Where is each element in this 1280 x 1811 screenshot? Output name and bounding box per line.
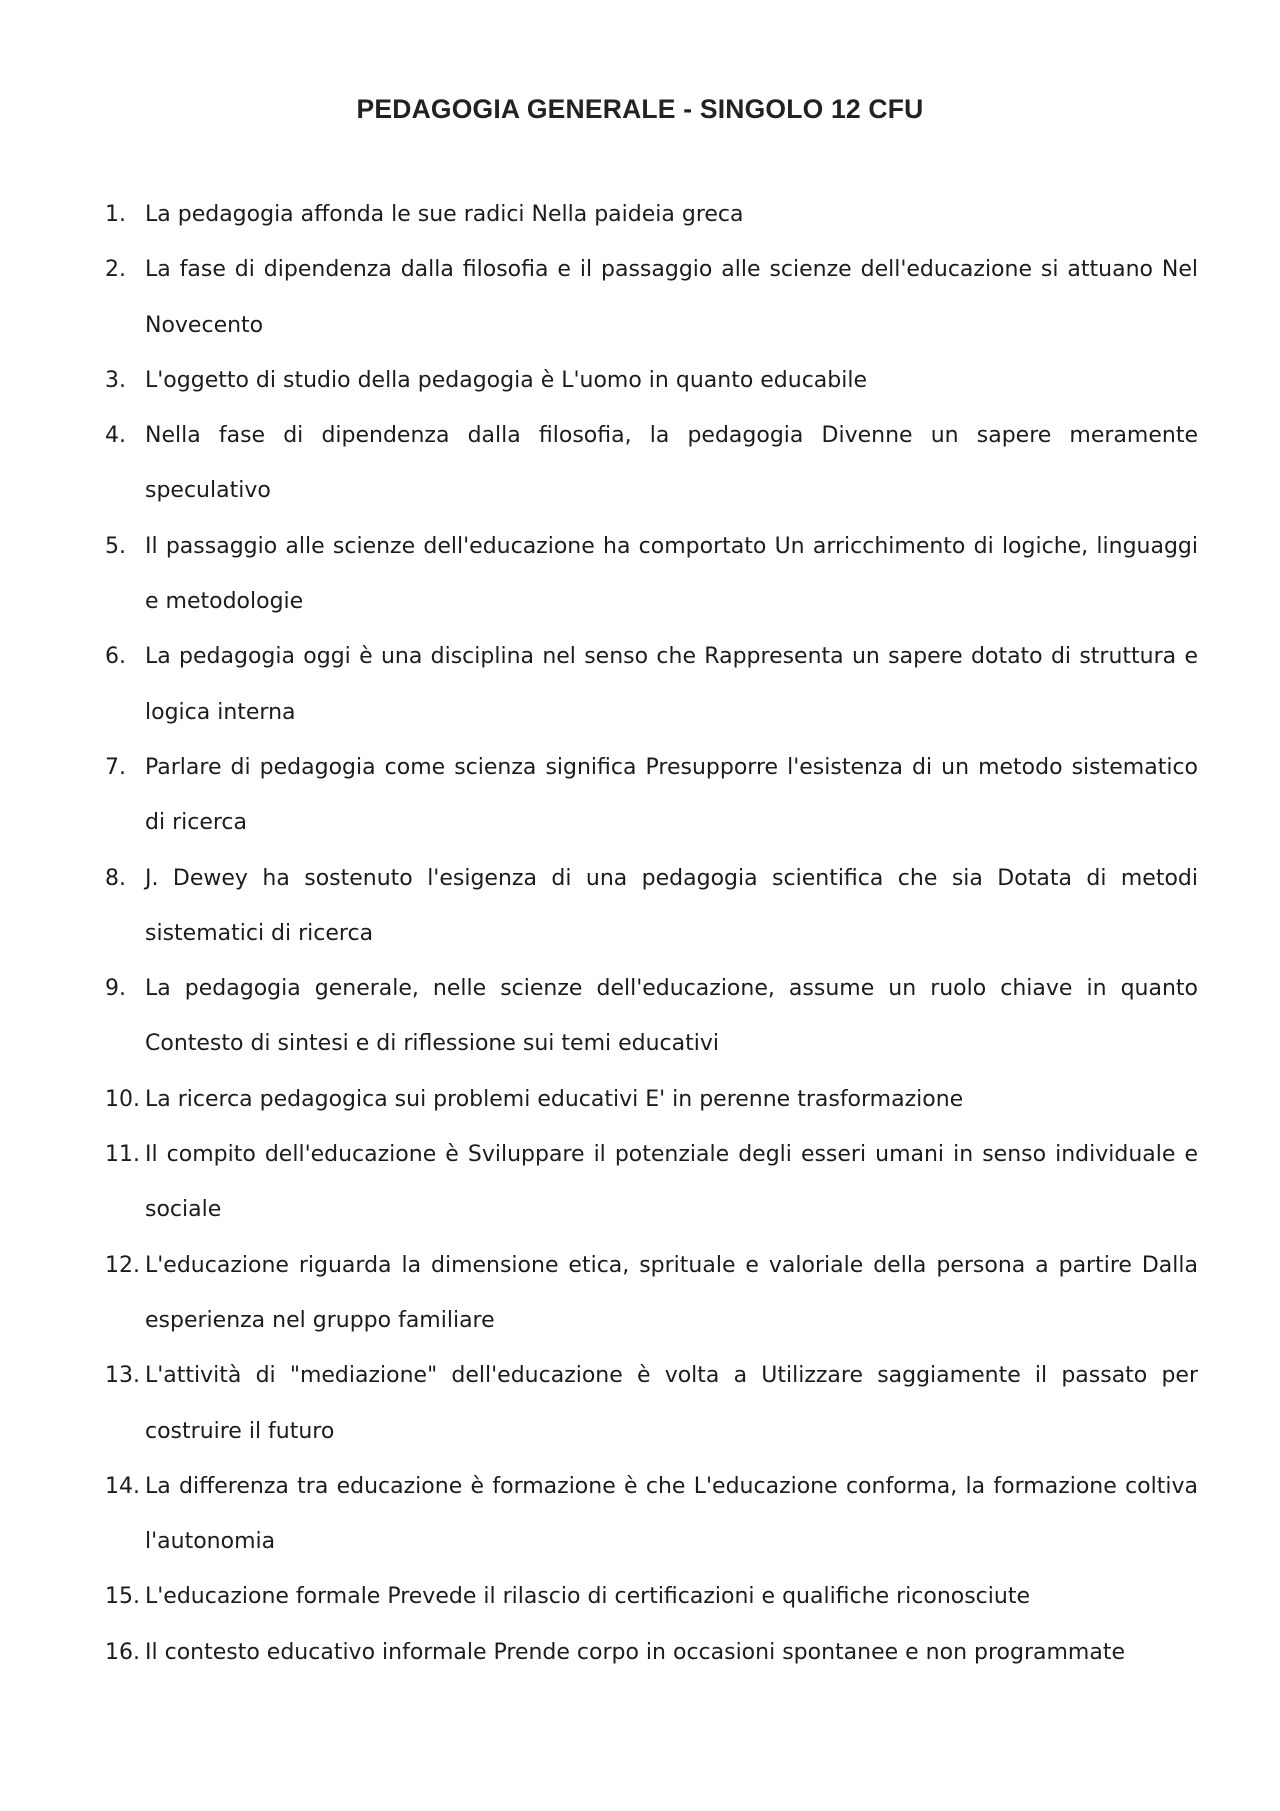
list-item-text: La pedagogia generale, nelle scienze dell'educazione, assume un ruolo chiave in quanto Contesto di sintesi e di riflessione sui temi educativi xyxy=(145,976,1198,1057)
list-item-number: 4. xyxy=(105,423,126,449)
list-item-text: J. Dewey ha sostenuto l'esigenza di una pedagogia scientifica che sia Dotata di metodi sistematici di ricerca xyxy=(145,865,1198,946)
list-item xyxy=(105,1072,1198,1127)
list-item-number: 12. xyxy=(105,1252,140,1278)
list-item-text: La differenza tra educazione è formazione è che L'educazione conforma, la formazione coltiva l'autonomia xyxy=(145,1473,1198,1555)
question-list xyxy=(105,187,1198,1680)
list-item-text: Il passaggio alle scienze dell'educazione ha comportato Un arricchimento di logiche, linguaggi e metodologie xyxy=(145,533,1198,615)
list-item-number: 11. xyxy=(105,1142,140,1168)
list-item xyxy=(105,1569,1198,1624)
list-item-number: 16. xyxy=(105,1639,140,1665)
list-item-number: 9. xyxy=(105,976,126,1002)
list-item-number: 5. xyxy=(105,533,126,559)
list-item xyxy=(105,740,1198,851)
list-item xyxy=(105,408,1198,519)
list-item-text: La pedagogia oggi è una disciplina nel senso che Rappresenta un sapere dotato di struttura e logica interna xyxy=(145,644,1198,725)
list-item xyxy=(105,1127,1198,1238)
list-item xyxy=(105,851,1198,962)
list-item-text: L'educazione formale Prevede il rilascio di certificazioni e qualifiche riconosciute xyxy=(145,1584,1030,1610)
list-item-text: La pedagogia affonda le sue radici Nella paideia greca xyxy=(145,202,744,227)
list-item-text: L'educazione riguarda la dimensione etica, sprituale e valoriale della persona a partire Dalla esperienza nel gruppo familiare xyxy=(145,1252,1198,1333)
list-item xyxy=(105,1238,1198,1349)
page-title: PEDAGOGIA GENERALE - SINGOLO 12 CFU xyxy=(356,94,924,124)
list-item-text: Nella fase di dipendenza dalla filosofia, la pedagogia Divenne un sapere meramente speculativo xyxy=(145,423,1198,504)
list-item-text: Parlare di pedagogia come scienza significa Presupporre l'esistenza di un metodo sistematico di ricerca xyxy=(145,754,1198,836)
list-item-text: La ricerca pedagogica sui problemi educativi E' in perenne trasformazione xyxy=(145,1086,964,1112)
list-item xyxy=(105,961,1198,1072)
list-item-text: L'attività di "mediazione" dell'educazione è volta a Utilizzare saggiamente il passato per costruire il futuro xyxy=(145,1363,1198,1444)
list-item-number: 6. xyxy=(105,644,126,670)
list-item xyxy=(105,1625,1198,1680)
list-item-number: 2. xyxy=(105,257,126,283)
list-item-text: L'oggetto di studio della pedagogia è L'uomo in quanto educabile xyxy=(145,367,868,393)
list-item-number: 1. xyxy=(105,202,126,227)
list-item-number: 13. xyxy=(105,1363,140,1389)
list-item xyxy=(105,353,1198,408)
list-item xyxy=(105,187,1198,242)
list-item-number: 8. xyxy=(105,865,126,891)
list-item-text: La fase di dipendenza dalla filosofia e il passaggio alle scienze dell'educazione si attuano Nel Novecento xyxy=(145,257,1198,338)
list-item-text: Il contesto educativo informale Prende corpo in occasioni spontanee e non programmate xyxy=(145,1639,1125,1665)
list-item-number: 10. xyxy=(105,1086,140,1112)
list-item xyxy=(105,519,1198,630)
list-item-text: Il compito dell'educazione è Sviluppare il potenziale degli esseri umani in senso individuale e sociale xyxy=(145,1142,1198,1223)
list-item xyxy=(105,242,1198,353)
list-item-number: 15. xyxy=(105,1584,140,1610)
list-item-number: 14. xyxy=(105,1473,140,1499)
list-item xyxy=(105,629,1198,740)
list-item xyxy=(105,1459,1198,1570)
list-item-number: 7. xyxy=(105,754,126,780)
list-item-number: 3. xyxy=(105,367,126,393)
list-item xyxy=(105,1348,1198,1459)
